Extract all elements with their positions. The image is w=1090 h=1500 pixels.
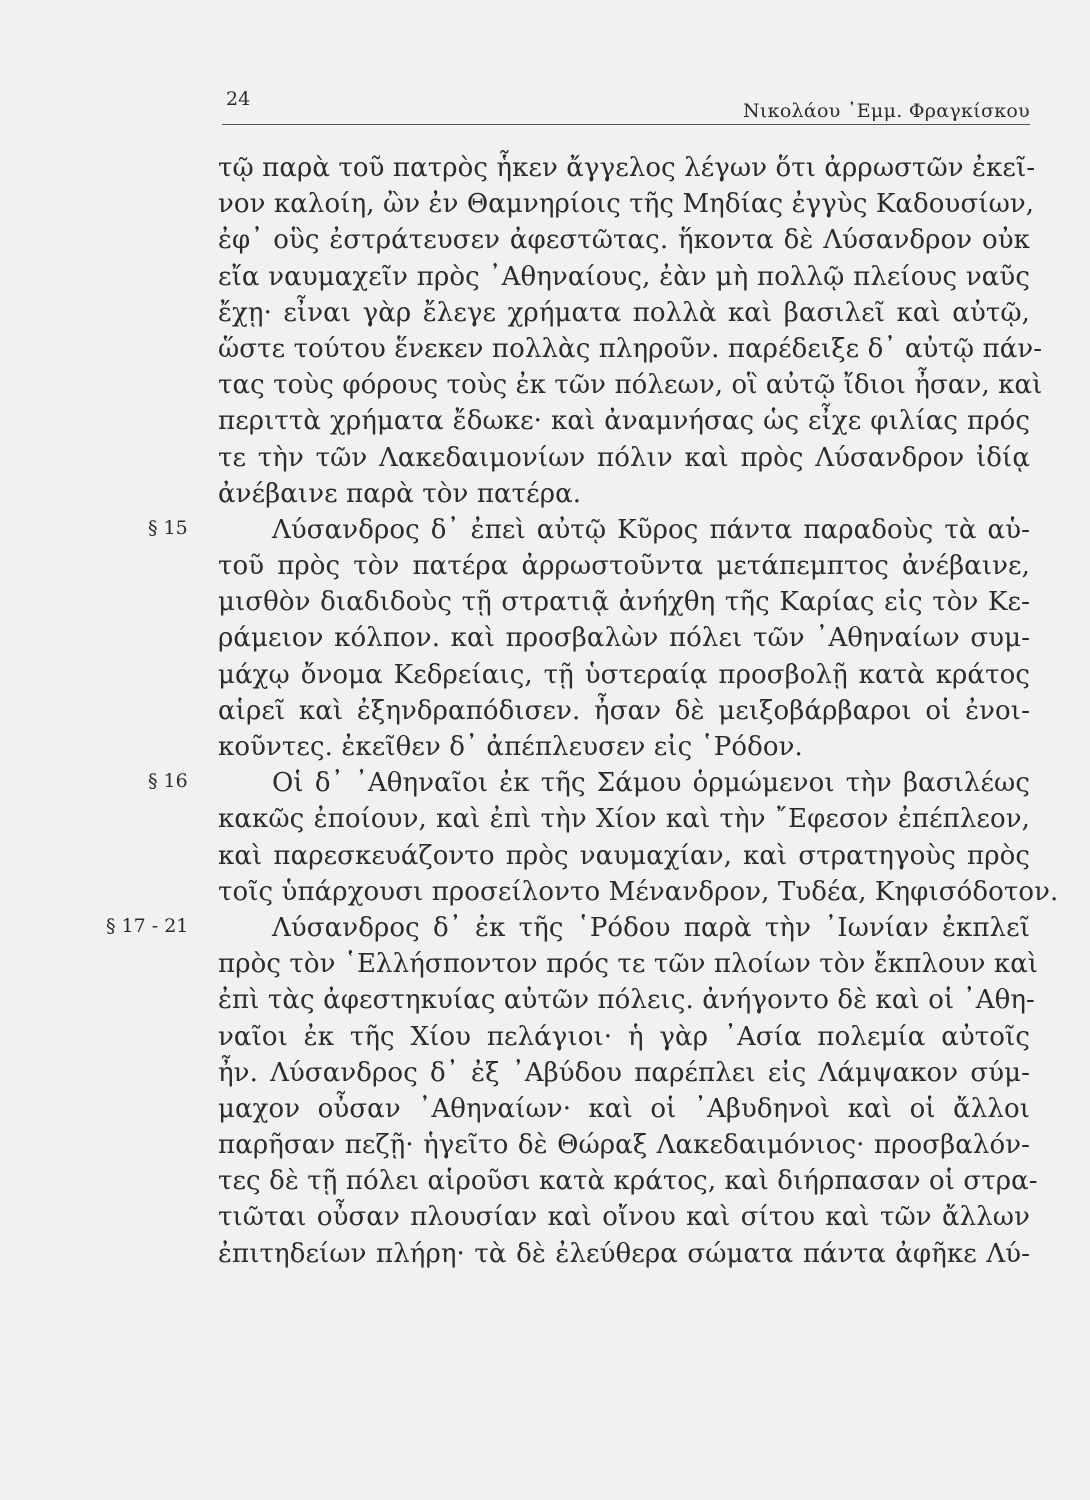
- text-line: ράμειον κόλπον. καὶ προσβαλὼν πόλει τῶν ᾿Αθηναίων συμ-: [218, 623, 1030, 654]
- section-marker: § 17 - 21: [106, 914, 189, 937]
- page-header: [222, 88, 1030, 125]
- section-marker: § 16: [148, 770, 188, 793]
- body-text: [106, 150, 1059, 1272]
- text-line: ἐπὶ τὰς ἀφεστηκυίας αὐτῶν πόλεις. ἀνήγοντο δὲ καὶ οἱ ᾿Αθη-: [218, 985, 1035, 1016]
- text-line: τοῦ πρὸς τὸν πατέρα ἀρρωστοῦντα μετάπεμπτος ἀνέβαινε,: [218, 551, 1030, 582]
- text-line: ἔχῃ· εἶναι γὰρ ἔλεγε χρήματα πολλὰ καὶ βασιλεῖ καὶ αὐτῷ,: [218, 297, 1030, 328]
- page-number: 24: [226, 88, 251, 110]
- text-line: περιττὰ χρήματα ἔδωκε· καὶ ἀναμνήσας ὡς εἶχε φιλίας πρός: [218, 406, 1030, 437]
- text-line: μισθὸν διαδιδοὺς τῇ στρατιᾷ ἀνήχθη τῆς Καρίας εἰς τὸν Κε-: [218, 587, 1030, 618]
- text-line: μάχῳ ὄνομα Κεδρείαις, τῇ ὑστεραίᾳ προσβολῇ κατὰ κράτος: [218, 659, 1030, 690]
- text-line: μαχον οὖσαν ᾿Αθηναίων· καὶ οἱ ᾿Αβυδηνοὶ καὶ οἱ ἄλλοι: [218, 1093, 1030, 1124]
- paragraph: [148, 765, 1059, 910]
- text-line: Λύσανδρος δ᾿ ἐπεὶ αὐτῷ Κῦρος πάντα παραδοὺς τὰ αὑ-: [272, 514, 1030, 545]
- text-line: αἱρεῖ καὶ ἐξηνδραπόδισεν. ἦσαν δὲ μειξοβάρβαροι οἱ ἐνοι-: [218, 695, 1030, 726]
- text-line: ἐφ᾿ οὓς ἐστράτευσεν ἀφεστῶτας. ἥκοντα δὲ Λύσανδρον οὐκ: [218, 225, 1030, 256]
- text-line: ἀνέβαινε παρὰ τὸν πατέρα.: [218, 478, 582, 509]
- text-line: ἐπιτηδείων πλήρη· τὰ δὲ ἐλεύθερα σώματα πάντα ἀφῆκε Λύ-: [218, 1238, 1030, 1269]
- text-line: τιῶται οὖσαν πλουσίαν καὶ οἴνου καὶ σίτου καὶ τῶν ἄλλων: [218, 1202, 1030, 1233]
- section-marker: § 15: [148, 516, 188, 539]
- text-line: Οἱ δ᾿ ᾿Αθηναῖοι ἐκ τῆς Σάμου ὁρμώμενοι τὴν βασιλέως: [272, 768, 1030, 799]
- text-line: Λύσανδρος δ᾿ ἐκ τῆς ῾Ρόδου παρὰ τὴν ᾿Ιωνίαν ἐκπλεῖ: [272, 912, 1030, 943]
- text-line: τε τὴν τῶν Λακεδαιμονίων πόλιν καὶ πρὸς Λύσανδρον ἰδίᾳ: [218, 442, 1030, 473]
- running-title: Νικολάου ᾿Εμμ. Φραγκίσκου: [742, 100, 1030, 122]
- text-line: καὶ παρεσκευάζοντο πρὸς ναυμαχίαν, καὶ στρατηγοὺς πρὸς: [218, 840, 1030, 871]
- text-line: εἴα ναυμαχεῖν πρὸς ᾿Αθηναίους, ἐὰν μὴ πολλῷ πλείους ναῦς: [218, 261, 1030, 292]
- text-line: πρὸς τὸν ῾Ελλήσποντον πρός τε τῶν πλοίων τὸν ἔκπλουν καὶ: [218, 949, 1039, 980]
- text-line: παρῆσαν πεζῇ· ἡγεῖτο δὲ Θώραξ Λακεδαιμόνιος· προσβαλόν-: [218, 1130, 1030, 1161]
- text-line: τας τοὺς φόρους τοὺς ἐκ τῶν πόλεων, οἳ αὐτῷ ἴδιοι ἦσαν, καὶ: [218, 370, 1043, 401]
- text-line: ἦν. Λύσανδρος δ᾿ ἐξ ᾿Αβύδου παρέπλει εἰς Λάμψακον σύμ-: [218, 1057, 1030, 1088]
- text-line: τοῖς ὑπάρχουσι προσείλοντο Μένανδρον, Τυδέα, Κηφισόδοτον.: [218, 876, 1059, 907]
- text-line: κακῶς ἐποίουν, καὶ ἐπὶ τὴν Χίον καὶ τὴν ῎Εφεσον ἐπέπλεον,: [218, 804, 1030, 835]
- paragraph: [106, 910, 1039, 1272]
- text-line: ὥστε τούτου ἕνεκεν πολλὰς πληροῦν. παρέδειξε δ᾿ αὐτῷ πάν-: [218, 333, 1043, 364]
- text-line: κοῦντες. ἐκεῖθεν δ᾿ ἀπέπλευσεν εἰς ῾Ρόδον.: [218, 732, 803, 762]
- text-line: ναῖοι ἐκ τῆς Χίου πελάγιοι· ἡ γὰρ ᾿Ασία πολεμία αὐτοῖς: [218, 1021, 1030, 1052]
- paragraph: [218, 150, 1043, 512]
- text-line: τες δὲ τῇ πόλει αἱροῦσι κατὰ κράτος, καὶ διήρπασαν οἱ στρα-: [218, 1166, 1038, 1197]
- text-line: νον καλοίη, ὢν ἐν Θαμνηρίοις τῆς Μηδίας ἐγγὺς Καδουσίων,: [218, 189, 1035, 220]
- paragraph: [148, 512, 1030, 765]
- text-line: τῷ παρὰ τοῦ πατρὸς ἧκεν ἄγγελος λέγων ὅτι ἀρρωστῶν ἐκεῖ-: [218, 153, 1036, 183]
